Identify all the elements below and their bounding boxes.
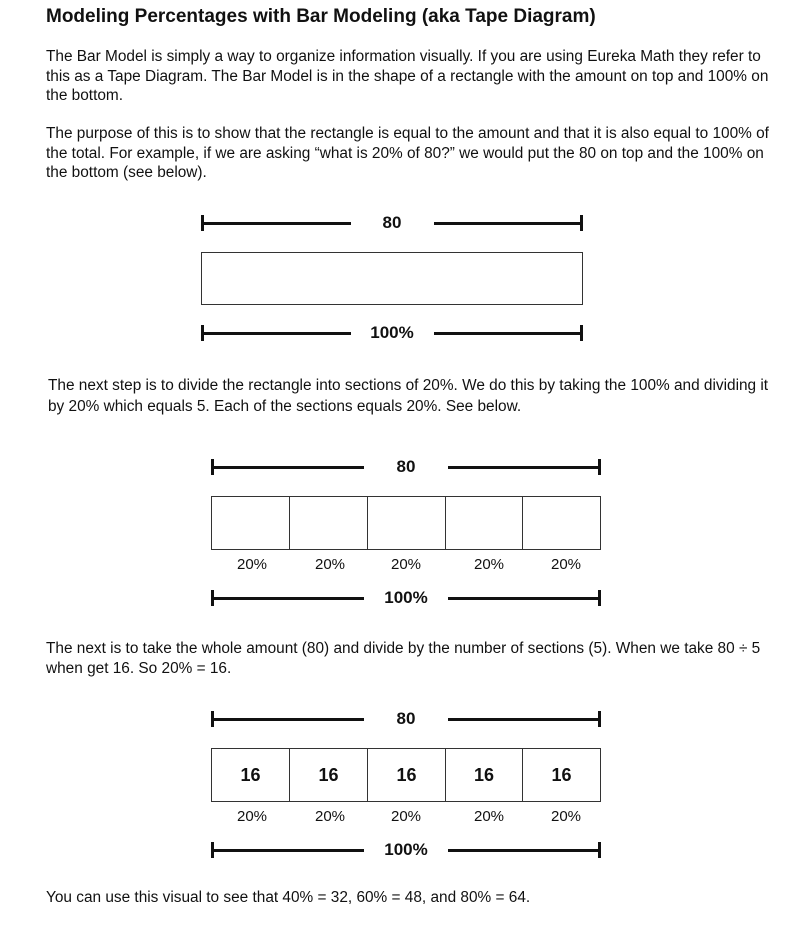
tape-section [367, 496, 446, 550]
bottom-bracket-right-line [434, 332, 583, 335]
amount-label: 80 [382, 213, 402, 232]
percent-label: 100% [384, 588, 428, 607]
divide-paragraph: The next is to take the whole amount (80) and divide by the number of sections (5). When we take 80 ÷ 5 when get 16. So 20% = 16. [46, 640, 761, 677]
tape-section [289, 496, 368, 550]
tape-rectangle [201, 252, 583, 305]
top-bracket-left-line [211, 718, 364, 721]
section-percent-label: 20% [550, 808, 582, 825]
tape-section-value: 16 [367, 748, 446, 802]
tape-section [211, 496, 290, 550]
percent-label: 100% [384, 840, 428, 859]
bottom-bracket-right-tick [598, 590, 601, 606]
conclusion-paragraph: You can use this visual to see that 40% = 32, 60% = 48, and 80% = 64. [46, 889, 531, 906]
tape-section-value: 16 [445, 748, 523, 802]
top-bracket-right-tick [598, 711, 601, 727]
percent-label: 100% [370, 323, 414, 342]
section-percent-label: 20% [314, 808, 346, 825]
section-percent-label: 20% [236, 556, 268, 573]
tape-section-value: 16 [289, 748, 368, 802]
page-title: Modeling Percentages with Bar Modeling (aka Tape Diagram) [46, 6, 596, 27]
intro-paragraph: The Bar Model is simply a way to organize information visually. If you are using Eureka Math they refer to this as a Tape Diagram. The Bar Model is in the shape of a rectangle with the amount on top and 100% on the bottom. [46, 48, 769, 104]
bottom-bracket-right-line [448, 597, 601, 600]
section-percent-label: 20% [314, 556, 346, 573]
bottom-bracket-left-line [211, 597, 364, 600]
section-percent-label: 20% [473, 556, 505, 573]
top-bracket-right-line [448, 718, 601, 721]
bottom-bracket-left-line [201, 332, 351, 335]
section-percent-label: 20% [550, 556, 582, 573]
section-percent-label: 20% [390, 556, 422, 573]
section-percent-label: 20% [390, 808, 422, 825]
top-bracket-right-tick [580, 215, 583, 231]
tape-section [522, 496, 601, 550]
bottom-bracket-right-tick [598, 842, 601, 858]
top-bracket-left-line [201, 222, 351, 225]
section-percent-label: 20% [473, 808, 505, 825]
next-step-paragraph: The next step is to divide the rectangle into sections of 20%. We do this by taking the 100% and dividing it by 20% which equals 5. Each of the sections equals 20%. See below. [48, 377, 769, 415]
tape-section [445, 496, 523, 550]
amount-label: 80 [396, 709, 416, 728]
amount-label: 80 [396, 457, 416, 476]
tape-section-value: 16 [522, 748, 601, 802]
bottom-bracket-left-line [211, 849, 364, 852]
top-bracket-left-line [211, 466, 364, 469]
section-percent-label: 20% [236, 808, 268, 825]
tape-section-value: 16 [211, 748, 290, 802]
top-bracket-right-line [434, 222, 583, 225]
bottom-bracket-right-tick [580, 325, 583, 341]
top-bracket-right-tick [598, 459, 601, 475]
top-bracket-right-line [448, 466, 601, 469]
bottom-bracket-right-line [448, 849, 601, 852]
purpose-paragraph: The purpose of this is to show that the rectangle is equal to the amount and that it is also equal to 100% of the total. For example, if we are asking “what is 20% of 80?” we would put the 80 on top and the 100% on the bottom (see below). [46, 125, 769, 181]
